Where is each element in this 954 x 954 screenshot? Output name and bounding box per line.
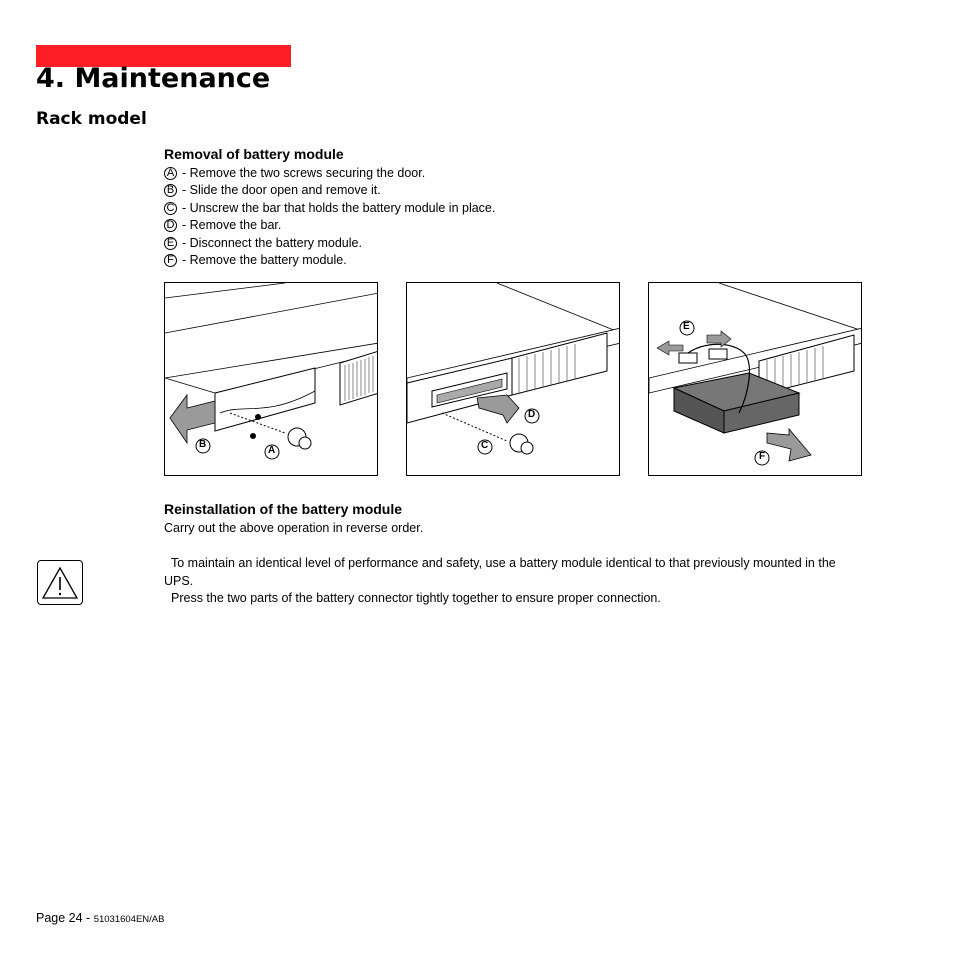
warning-box: [37, 560, 83, 605]
doc-reference: 51031604EN/AB: [93, 914, 165, 925]
removal-heading: Removal of battery module: [164, 146, 344, 162]
step-c: [164, 200, 495, 216]
step-letter: F: [164, 254, 177, 267]
subsection-title: Rack model: [36, 109, 147, 129]
figure-remove-bar: [406, 282, 620, 476]
step-letter: A: [164, 167, 177, 180]
step-b: [164, 182, 381, 198]
step-text: - Remove the bar.: [182, 218, 282, 232]
page-number: Page 24 -: [36, 911, 94, 925]
step-d: [164, 217, 281, 233]
figure-label-b: B: [199, 439, 207, 450]
figure-label-a: A: [268, 445, 276, 456]
warning-text-1: To maintain an identical level of performance and safety, use a battery module identical to that previously mounted in the: [171, 556, 836, 570]
warning-triangle-icon: [38, 561, 82, 604]
step-a: [164, 165, 425, 181]
page-footer: [36, 911, 164, 925]
step-text: - Disconnect the battery module.: [182, 236, 362, 250]
step-letter: D: [164, 219, 177, 232]
figure-label-e: E: [683, 321, 690, 332]
step-text: - Slide the door open and remove it.: [182, 183, 381, 197]
reinstall-text: Carry out the above operation in reverse order.: [164, 521, 424, 535]
figure-label-d: D: [528, 409, 536, 420]
figure-remove-door: [164, 282, 378, 476]
figure-label-c: C: [481, 440, 489, 451]
figure-label-f: F: [759, 451, 766, 462]
step-letter: B: [164, 184, 177, 197]
step-letter: C: [164, 202, 177, 215]
section-title: 4. Maintenance: [36, 63, 271, 94]
warning-text-2: Press the two parts of the battery connector tightly together to ensure proper connection.: [171, 591, 661, 605]
step-e: [164, 235, 362, 251]
step-f: [164, 252, 347, 268]
step-text: - Unscrew the bar that holds the battery module in place.: [182, 201, 496, 215]
reinstall-heading: Reinstallation of the battery module: [164, 501, 403, 517]
figure-remove-battery: [648, 282, 862, 476]
step-text: - Remove the battery module.: [182, 253, 347, 267]
step-text: - Remove the two screws securing the door.: [182, 166, 426, 180]
warning-text-1b: UPS.: [164, 574, 194, 588]
step-letter: E: [164, 237, 177, 250]
